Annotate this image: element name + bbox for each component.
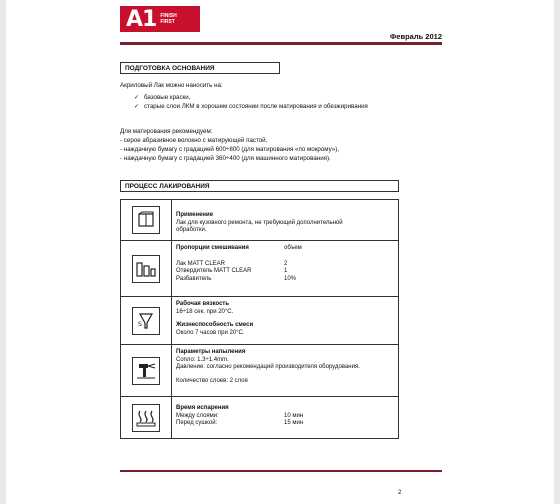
table-row <box>121 296 398 344</box>
row-line: Лак для кузовного ремонта, не требующий дополнительной <box>176 219 343 226</box>
matting-item: - серое абразивное волокно с матирующей пастой, <box>120 137 268 144</box>
component-value: 10% <box>284 275 297 282</box>
row-heading: Параметры напыления <box>176 349 246 355</box>
table-row <box>121 240 398 296</box>
component-name: Разбавитель <box>176 275 212 282</box>
svg-text:S: S <box>138 320 142 328</box>
row-content <box>176 301 394 337</box>
row-heading: Рабочая вязкость <box>176 301 230 307</box>
viscosity-cup-icon <box>132 307 160 335</box>
row-line: Давление: согласно рекомендаций производителя оборудования. <box>176 364 360 370</box>
matting-title: Для матирования рекомендуем: <box>120 128 213 135</box>
stage-time: 10 мин <box>284 412 304 419</box>
row-content <box>176 204 394 235</box>
row-heading: Пропорции смешивания <box>176 245 249 251</box>
bullet-text: старые слои ЛКМ в хорошем состоянии после матирования и обезжиривания <box>144 103 368 110</box>
header-rule <box>120 42 442 45</box>
logo-text: A1 <box>126 6 157 32</box>
bullet-item <box>134 103 368 111</box>
table-row <box>121 396 398 438</box>
logo-tagline: FINISH FIRST <box>160 13 177 25</box>
drying-heat-icon <box>132 404 160 432</box>
row-line: 16÷18 сек. при 20°С. <box>176 308 234 315</box>
page-number: 2 <box>398 490 402 496</box>
icon-cell <box>121 345 172 396</box>
component-name: Лак MATT CLEAR <box>176 260 226 267</box>
book-icon <box>132 206 160 234</box>
section-title-preparation <box>120 62 280 74</box>
page-edge-left <box>0 0 6 504</box>
icon-cell <box>121 241 172 296</box>
bullet-item <box>134 94 190 102</box>
footer-rule <box>120 470 442 472</box>
table-row <box>121 200 398 240</box>
mixing-cans-icon <box>132 255 160 283</box>
row-heading-right: объем <box>284 245 302 251</box>
row-content <box>176 349 394 385</box>
row-heading: Время испарения <box>176 405 229 411</box>
row-heading: Применение <box>176 212 214 218</box>
stage-name: Между слоями: <box>176 412 219 419</box>
section-title-text: ПРОЦЕСС ЛАКИРОВАНИЯ <box>125 183 210 190</box>
component-name: Отвердитель MATT CLEAR <box>176 268 252 274</box>
row-line: Сопло: 1.3÷1.4mm. <box>176 356 229 363</box>
page-edge-right <box>554 0 560 504</box>
row-line: Около 7 часов при 20°С. <box>176 329 245 336</box>
checkmark-icon: ✓ <box>134 94 140 101</box>
matting-item: - наждачную бумагу с градацией 360÷400 (для машинного матирования). <box>120 155 331 162</box>
row-line: Количество слоев: 2 слоя <box>176 377 248 384</box>
row-line: обработки. <box>176 227 207 233</box>
icon-cell <box>121 200 172 240</box>
document-date: Февраль 2012 <box>389 32 442 41</box>
intro-text: Акриловый Лак можно наносить на: <box>120 82 223 89</box>
brand-logo <box>120 6 200 32</box>
process-table <box>120 199 399 439</box>
row-content <box>176 245 394 283</box>
stage-time: 15 мин <box>284 420 304 426</box>
section-title-process <box>120 180 399 192</box>
component-value: 1 <box>284 268 288 274</box>
spray-gun-icon <box>132 357 160 385</box>
icon-cell <box>121 397 172 438</box>
section-title-text: ПОДГОТОВКА ОСНОВАНИЯ <box>125 65 215 72</box>
stage-name: Перед сушкой: <box>176 420 218 426</box>
component-value: 2 <box>284 260 288 267</box>
row-heading: Жизнеспособность смеси <box>176 322 254 328</box>
bullet-text: базовые краски, <box>144 94 191 101</box>
icon-cell <box>121 297 172 344</box>
checkmark-icon: ✓ <box>134 103 140 110</box>
table-row <box>121 344 398 396</box>
matting-item: - наждачную бумагу с градацией 600÷800 (для матирования «по мокрому»), <box>120 146 339 153</box>
row-content <box>176 405 394 428</box>
